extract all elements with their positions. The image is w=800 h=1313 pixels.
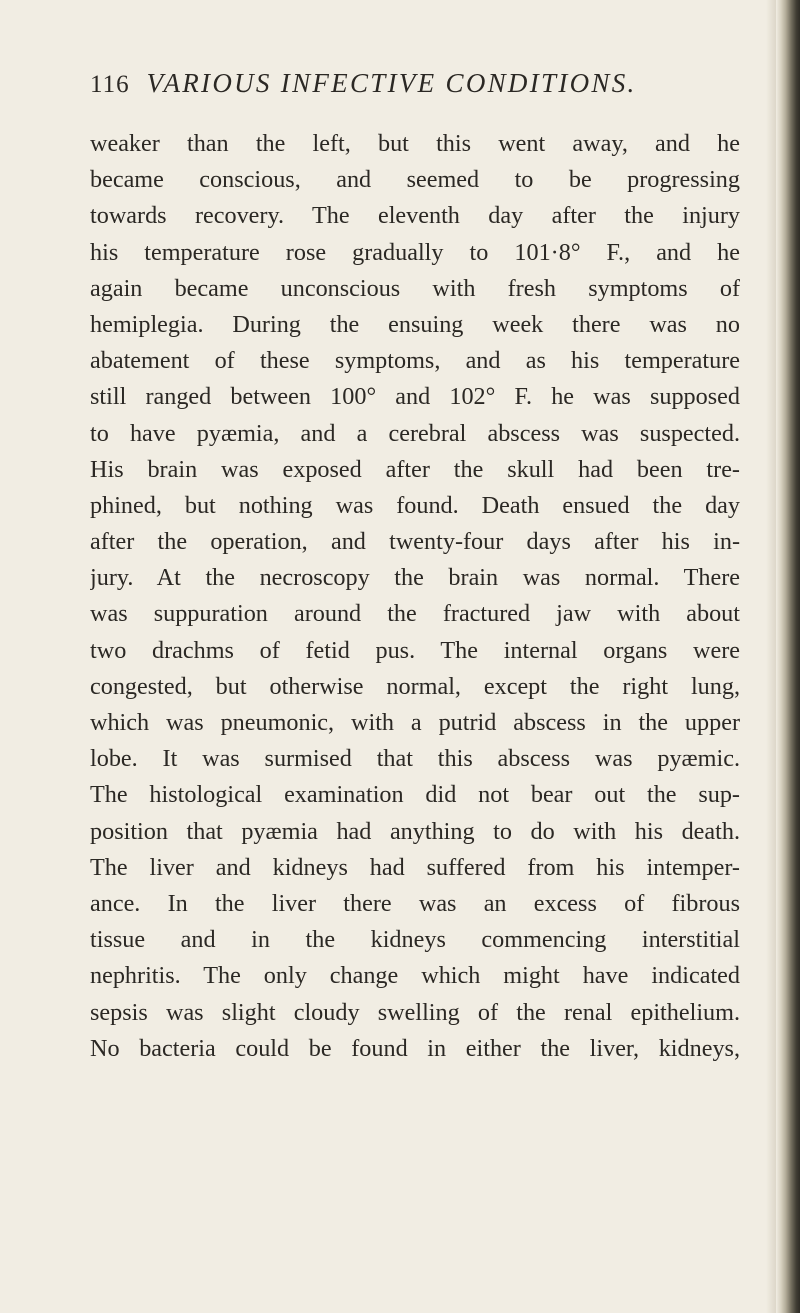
text-line: No bacteria could be found in either the liver, kidneys, [90, 1034, 740, 1062]
text-line: The liver and kidneys had suffered from his intemper- [90, 853, 740, 881]
text-line: after the operation, and twenty-four days after his in- [90, 528, 740, 556]
body-paragraph [90, 126, 740, 1067]
text-line: weaker than the left, but this went away, and he [90, 130, 740, 157]
text-line: became conscious, and seemed to be progressing [90, 166, 740, 194]
page-gutter-shadow [766, 0, 776, 1313]
text-line: still ranged between 100° and 102° F. he was supposed [90, 383, 740, 411]
text-line: jury. At the necroscopy the brain was normal. There [90, 564, 740, 592]
running-header [90, 68, 730, 108]
text-line: congested, but otherwise normal, except the right lung, [90, 672, 740, 700]
text-line: abatement of these symptoms, and as his temperature [90, 347, 740, 375]
text-line: towards recovery. The eleventh day after the injury [90, 202, 740, 230]
text-line: again became unconscious with fresh symptoms of [90, 274, 740, 302]
text-line: tissue and in the kidneys commencing interstitial [90, 926, 740, 954]
text-line: which was pneumonic, with a putrid abscess in the upper [90, 709, 740, 736]
text-line: ance. In the liver there was an excess of fibrous [90, 889, 740, 917]
text-line: to have pyæmia, and a cerebral abscess was suspected. [90, 419, 740, 447]
text-line: two drachms of fetid pus. The internal organs were [90, 636, 740, 664]
text-line: nephritis. The only change which might have indicated [90, 962, 740, 990]
page-number: 116 [90, 71, 130, 98]
text-line: sepsis was slight cloudy swelling of the renal epithelium. [90, 998, 740, 1026]
running-title: VARIOUS INFECTIVE CONDITIONS. [146, 68, 637, 98]
text-line: The histological examination did not bear out the sup- [90, 781, 740, 809]
text-line: His brain was exposed after the skull had been tre- [90, 455, 740, 483]
text-line: lobe. It was surmised that this abscess was pyæmic. [90, 745, 740, 773]
text-line: phined, but nothing was found. Death ensued the day [90, 491, 740, 519]
text-line: hemiplegia. During the ensuing week there was no [90, 310, 740, 338]
book-spine-edge [776, 0, 800, 1313]
text-line: position that pyæmia had anything to do with his death. [90, 817, 740, 845]
text-line: his temperature rose gradually to 101·8° F., and he [90, 238, 740, 266]
text-line: was suppuration around the fractured jaw with about [90, 600, 740, 628]
